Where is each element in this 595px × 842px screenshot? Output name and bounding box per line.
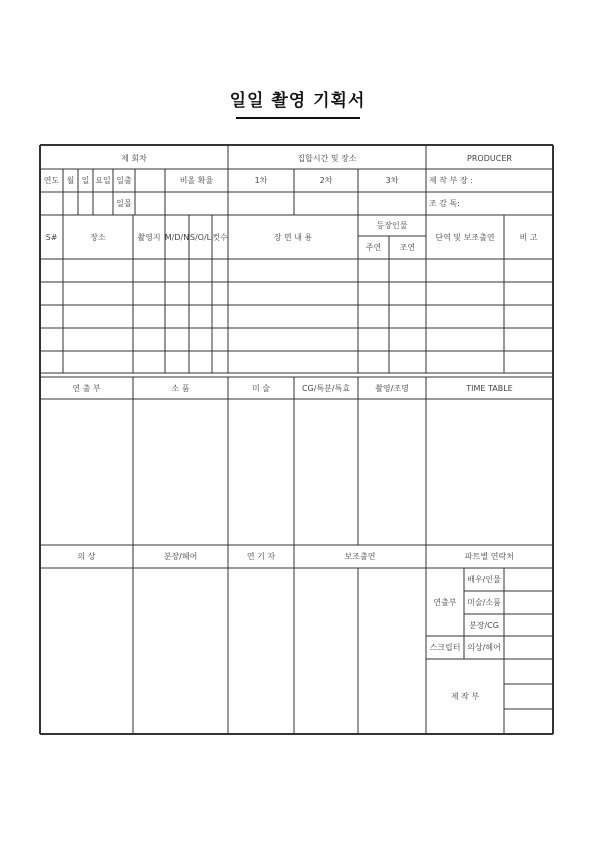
episode-label: 제 회차 [121, 153, 147, 163]
second-call-label: 2차 [319, 176, 333, 185]
actor-cast-contact-label: 배우/인물 [467, 575, 501, 584]
document-title: 일일 촬영 기획서 [229, 91, 366, 111]
assistant-director-label: 조 감 독: [429, 199, 460, 208]
producer-label: PRODUCER [467, 153, 512, 163]
costume-hair-contact-label: 의상/헤어 [467, 643, 501, 652]
lead-header: 주연 [365, 243, 382, 252]
supporting-header: 조연 [399, 243, 416, 252]
location-header: 장소 [90, 232, 106, 242]
production-dept-contact-label: 제 작 부 [450, 692, 480, 701]
month-label: 월 [66, 176, 75, 185]
sol-header: S/O/L [189, 232, 212, 242]
first-call-label: 1차 [254, 176, 268, 185]
extras-bottom-header: 보조출연 [344, 552, 376, 561]
scripter-contact-label: 스크립터 [429, 643, 461, 652]
cuts-header: 컷수 [212, 232, 228, 242]
directing-dept-contact-label: 연출부 [433, 597, 457, 607]
timetable-header: TIME TABLE [466, 383, 513, 393]
meeting-time-place-label: 집합시간 및 장소 [297, 153, 357, 163]
cg-effects-header: CG/특분/특효 [301, 383, 351, 393]
mdn-header: M/D/N [165, 232, 189, 242]
directing-dept-header: 연 출 부 [72, 383, 101, 393]
production-manager-label: 제 작 부 장 : [429, 176, 473, 185]
art-props-contact-label: 미술/소품 [467, 598, 501, 607]
makeup-header: 분장/헤어 [163, 552, 198, 561]
cast-header: 등장인물 [376, 221, 408, 230]
costume-header: 의 상 [77, 552, 96, 561]
extras-header: 단역 및 보조출연 [435, 232, 495, 242]
camera-lighting-header: 촬영/조명 [375, 383, 409, 393]
sunrise-label: 일출 [116, 176, 132, 185]
contacts-header: 파트별 연락처 [465, 552, 514, 561]
year-label: 연도 [43, 176, 60, 185]
actor-header: 연 기 자 [246, 552, 276, 561]
remarks-header: 비 고 [519, 232, 538, 242]
third-call-label: 3차 [385, 176, 399, 185]
weekday-label: 요일 [95, 176, 111, 185]
art-header: 미 술 [252, 383, 270, 393]
shoot-site-header: 촬영지 [137, 232, 161, 242]
props-header: 소 품 [171, 383, 190, 393]
day-label: 일 [81, 176, 90, 185]
scene-number-header: S# [45, 232, 58, 242]
weather-label: 비올 확율 [179, 176, 214, 185]
scene-content-header: 장 면 내 용 [273, 232, 313, 242]
sunset-label: 일몰 [116, 199, 132, 208]
makeup-cg-contact-label: 분장/CG [469, 620, 499, 630]
